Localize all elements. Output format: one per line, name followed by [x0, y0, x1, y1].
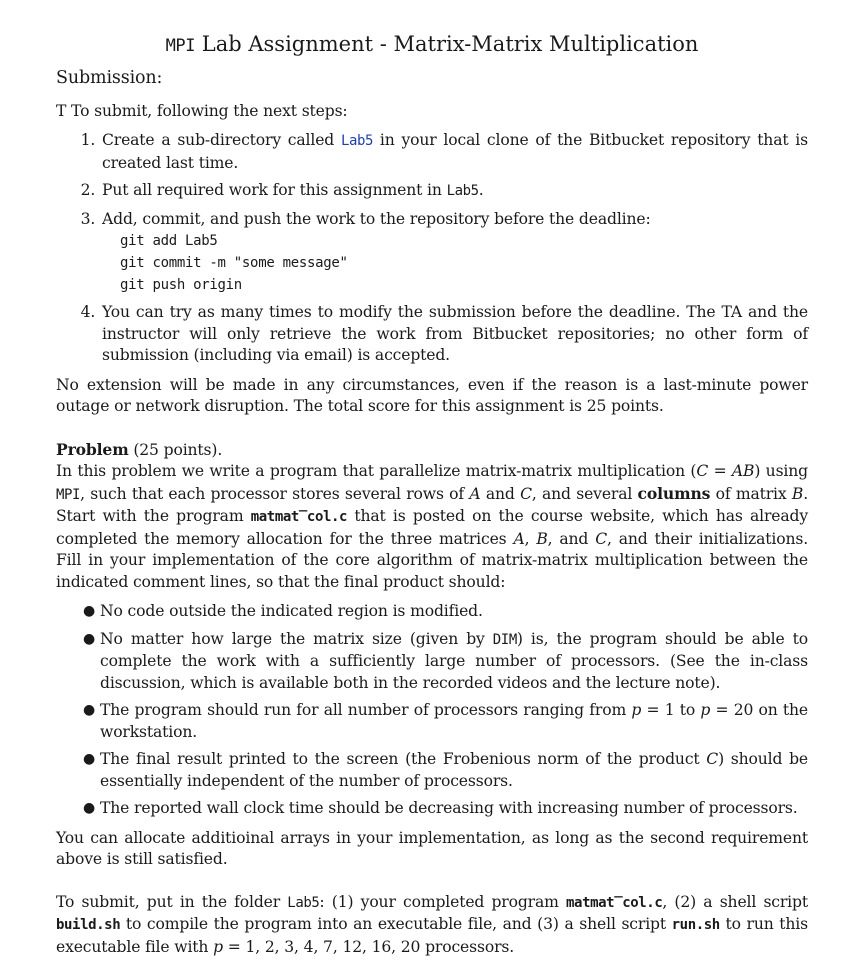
title-mpi: MPI	[165, 36, 196, 56]
program-filename: matmat‾col.c	[250, 509, 348, 525]
title-text: Lab Assignment - Matrix-Matrix Multiplication	[195, 32, 699, 56]
lab5-link[interactable]: Lab5	[340, 133, 374, 149]
submission-intro: T To submit, following the next steps:	[56, 101, 348, 120]
git-push-line: git push origin	[120, 277, 242, 293]
problem-label: Problem	[56, 439, 129, 459]
bullet-icon: ●	[83, 702, 96, 718]
requirements-list	[56, 601, 808, 820]
step-put-work: 2. Put all required work for this assignment in Lab5.	[100, 180, 808, 203]
dim-code: DIM	[492, 631, 517, 648]
requirement-item: ● The reported wall clock time should be decreasing with increasing number of processors.	[100, 798, 808, 820]
build-script: build.sh	[56, 917, 121, 933]
page-title	[56, 30, 808, 60]
lab5-folder: Lab5	[287, 894, 320, 911]
submission-steps	[56, 130, 808, 367]
bullet-icon: ●	[83, 800, 96, 816]
requirement-item: ● The final result printed to the screen (the Frobenious norm of the product C) should be essentially independent of the number of processors.	[83, 750, 808, 790]
bullet-icon: ●	[83, 751, 96, 767]
run-script: run.sh	[671, 917, 720, 933]
requirement-item: ● No code outside the indicated region is modified.	[100, 601, 808, 623]
git-add-line: git add Lab5	[120, 233, 218, 249]
submission-heading: Submission:	[56, 68, 163, 88]
extra-arrays-note: You can allocate additioinal arrays in your implementation, as long as the second requirement above is still satisfied.	[56, 828, 808, 868]
git-commit-line: git commit -m "some message"	[120, 255, 348, 271]
program-filename-final: matmat‾col.c	[566, 894, 663, 911]
requirement-item: ● No matter how large the matrix size (given by DIM) is, the program should be able to complete the work with a sufficiently large number of processors. (See the in-class discussion, which is available both in the recorded videos and the lecture note).	[83, 629, 808, 692]
bullet-icon: ●	[83, 603, 96, 619]
step-resubmit: 4. You can try as many times to modify the submission before the deadline. The TA and the instructor will only retrieve the work from Bitbucket repositories; no other form of submission (including via email) is accepted.	[100, 302, 808, 367]
git-commands	[102, 230, 808, 296]
document-page	[56, 30, 808, 958]
step-commit-push: 3. Add, commit, and push the work to the repository before the deadline: git add Lab5 git commit -m "some message" git push origin	[100, 209, 808, 297]
problem-statement: Problem (25 points). In this problem we write a program that parallelize matrix-matrix multiplication (C = AB) using MPI, such that each processor stores several rows of A and C, and several columns of matrix B. Start with the program matmat‾col.c that is posted on the course website, which has already completed the memory allocation for the three matrices A, B, and C, and their initializations. Fill in your implementation of the core algorithm of matrix-matrix multiplication between the indicated comment lines, so that the final product should:	[56, 439, 808, 591]
requirement-item: ● The program should run for all number of processors ranging from p = 1 to p = 20 on the workstation.	[83, 701, 809, 741]
final-submission-instructions: To submit, put in the folder Lab5: (1) your completed program matmat‾col.c, (2) a shell script build.sh to compile the program into an executable file, and (3) a shell script run.sh to run this executable file with p = 1, 2, 3, 4, 7, 12, 16, 20 processors.	[56, 892, 808, 956]
extension-note: No extension will be made in any circumstances, even if the reason is a last-minute power outage or network disruption. The total score for this assignment is 25 points.	[56, 375, 808, 415]
bullet-icon: ●	[83, 630, 96, 647]
mpi-code: MPI	[56, 486, 81, 503]
step-create-dir: 1. Create a sub-directory called Lab5 in your local clone of the Bitbucket repository that is created last time.	[100, 130, 808, 174]
lab5-dir: Lab5	[446, 183, 479, 199]
